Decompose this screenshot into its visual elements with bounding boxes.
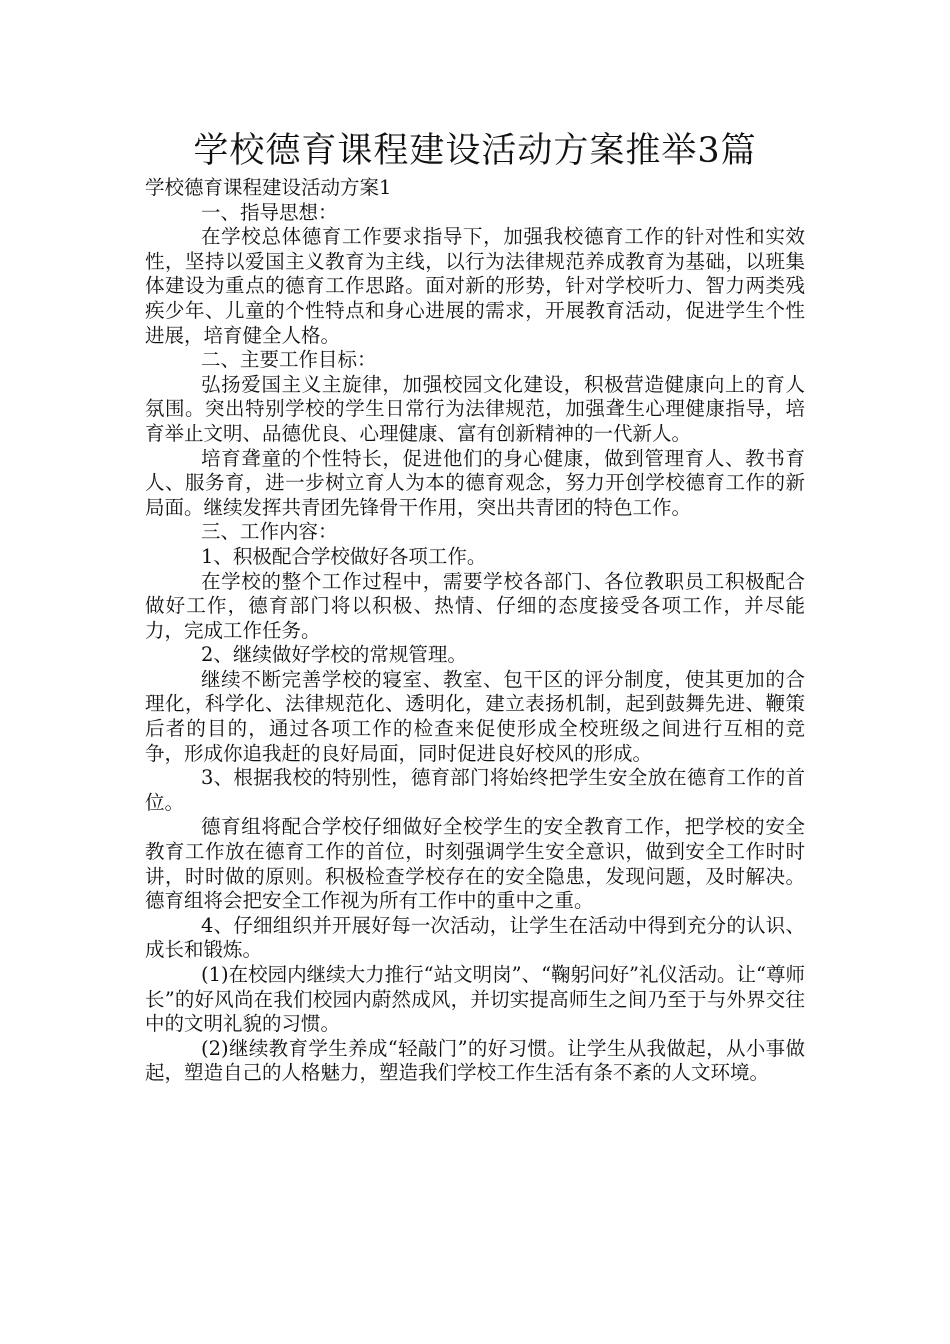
heading-main-goals: 二、主要工作目标：	[201, 348, 377, 372]
list-item-heading: 3、根据我校的特别性，德育部门将始终把学生安全放在德育工作的首位。	[145, 766, 805, 814]
paragraph: 在学校的整个工作过程中，需要学校各部门、各位教职员工积极配合做好工作，德育部门将以积极、热情、仔细的态度接受各项工作，并尽能力，完成工作任务。	[145, 569, 805, 642]
list-item-heading: 2、继续做好学校的常规管理。	[201, 643, 467, 667]
document-title: 学校德育课程建设活动方案推举3篇	[193, 131, 757, 171]
list-item-heading: 4、仔细组织并开展好每一次活动，让学生在活动中得到充分的认识、成长和锻炼。	[145, 913, 805, 962]
paragraph: 继续不断完善学校的寝室、教室、包干区的评分制度，使其更加的合理化，科学化、法律规范化、透明化，建立表扬机制，起到鼓舞先进、鞭策后者的目的，通过各项工作的检查来促使形成全校班级之间进行互相的竞争，形成你追我赶的良好局面，同时促进良好校风的形成。	[145, 667, 805, 765]
paragraph: 在学校总体德育工作要求指导下，加强我校德育工作的针对性和实效性，坚持以爱国主义教育为主线，以行为法律规范养成教育为基础，以班集体建设为重点的德育工作思路。面对新的形势，针对学校听力、智力两类残疾少年、儿童的个性特点和身心进展的需求，开展教育活动，促进学生个性进展，培育健全人格。	[145, 225, 805, 347]
paragraph: 德育组将配合学校仔细做好全校学生的安全教育工作，把学校的安全教育工作放在德育工作的首位，时刻强调学生安全意识，做到安全工作时时讲，时时做的原则。积极检查学校存在的安全隐患，发现问题，及时解决。德育组将会把安全工作视为所有工作中的重中之重。	[145, 815, 805, 913]
heading-work-content: 三、工作内容：	[201, 520, 338, 544]
document-body	[145, 176, 805, 1086]
heading-guiding-ideology: 一、指导思想：	[201, 200, 338, 224]
paragraph: (2)继续教育学生养成“轻敲门”的好习惯。让学生从我做起，从小事做起，塑造自己的人格魅力，塑造我们学校工作生活有条不紊的人文环境。	[145, 1036, 805, 1085]
list-item-heading: 1、积极配合学校做好各项工作。	[201, 544, 487, 568]
section-title: 学校德育课程建设活动方案1	[145, 176, 392, 199]
paragraph: (1)在校园内继续大力推行“站文明岗”、“鞠躬问好”礼仪活动。让“尊师长”的好风尚在我们校园内蔚然成风，并切实提高师生之间乃至于与外界交往中的文明礼貌的习惯。	[145, 963, 805, 1036]
paragraph: 培育聋童的个性特长，促进他们的身心健康，做到管理育人、教书育人、服务育，进一步树立育人为本的德育观念，努力开创学校德育工作的新局面。继续发挥共青团先锋骨干作用，突出共青团的特色工作。	[145, 446, 805, 519]
paragraph: 弘扬爱国主义主旋律，加强校园文化建设，积极营造健康向上的育人氛围。突出特别学校的学生日常行为法律规范，加强聋生心理健康指导，培育举止文明、品德优良、心理健康、富有创新精神的一代新人。	[145, 372, 805, 445]
